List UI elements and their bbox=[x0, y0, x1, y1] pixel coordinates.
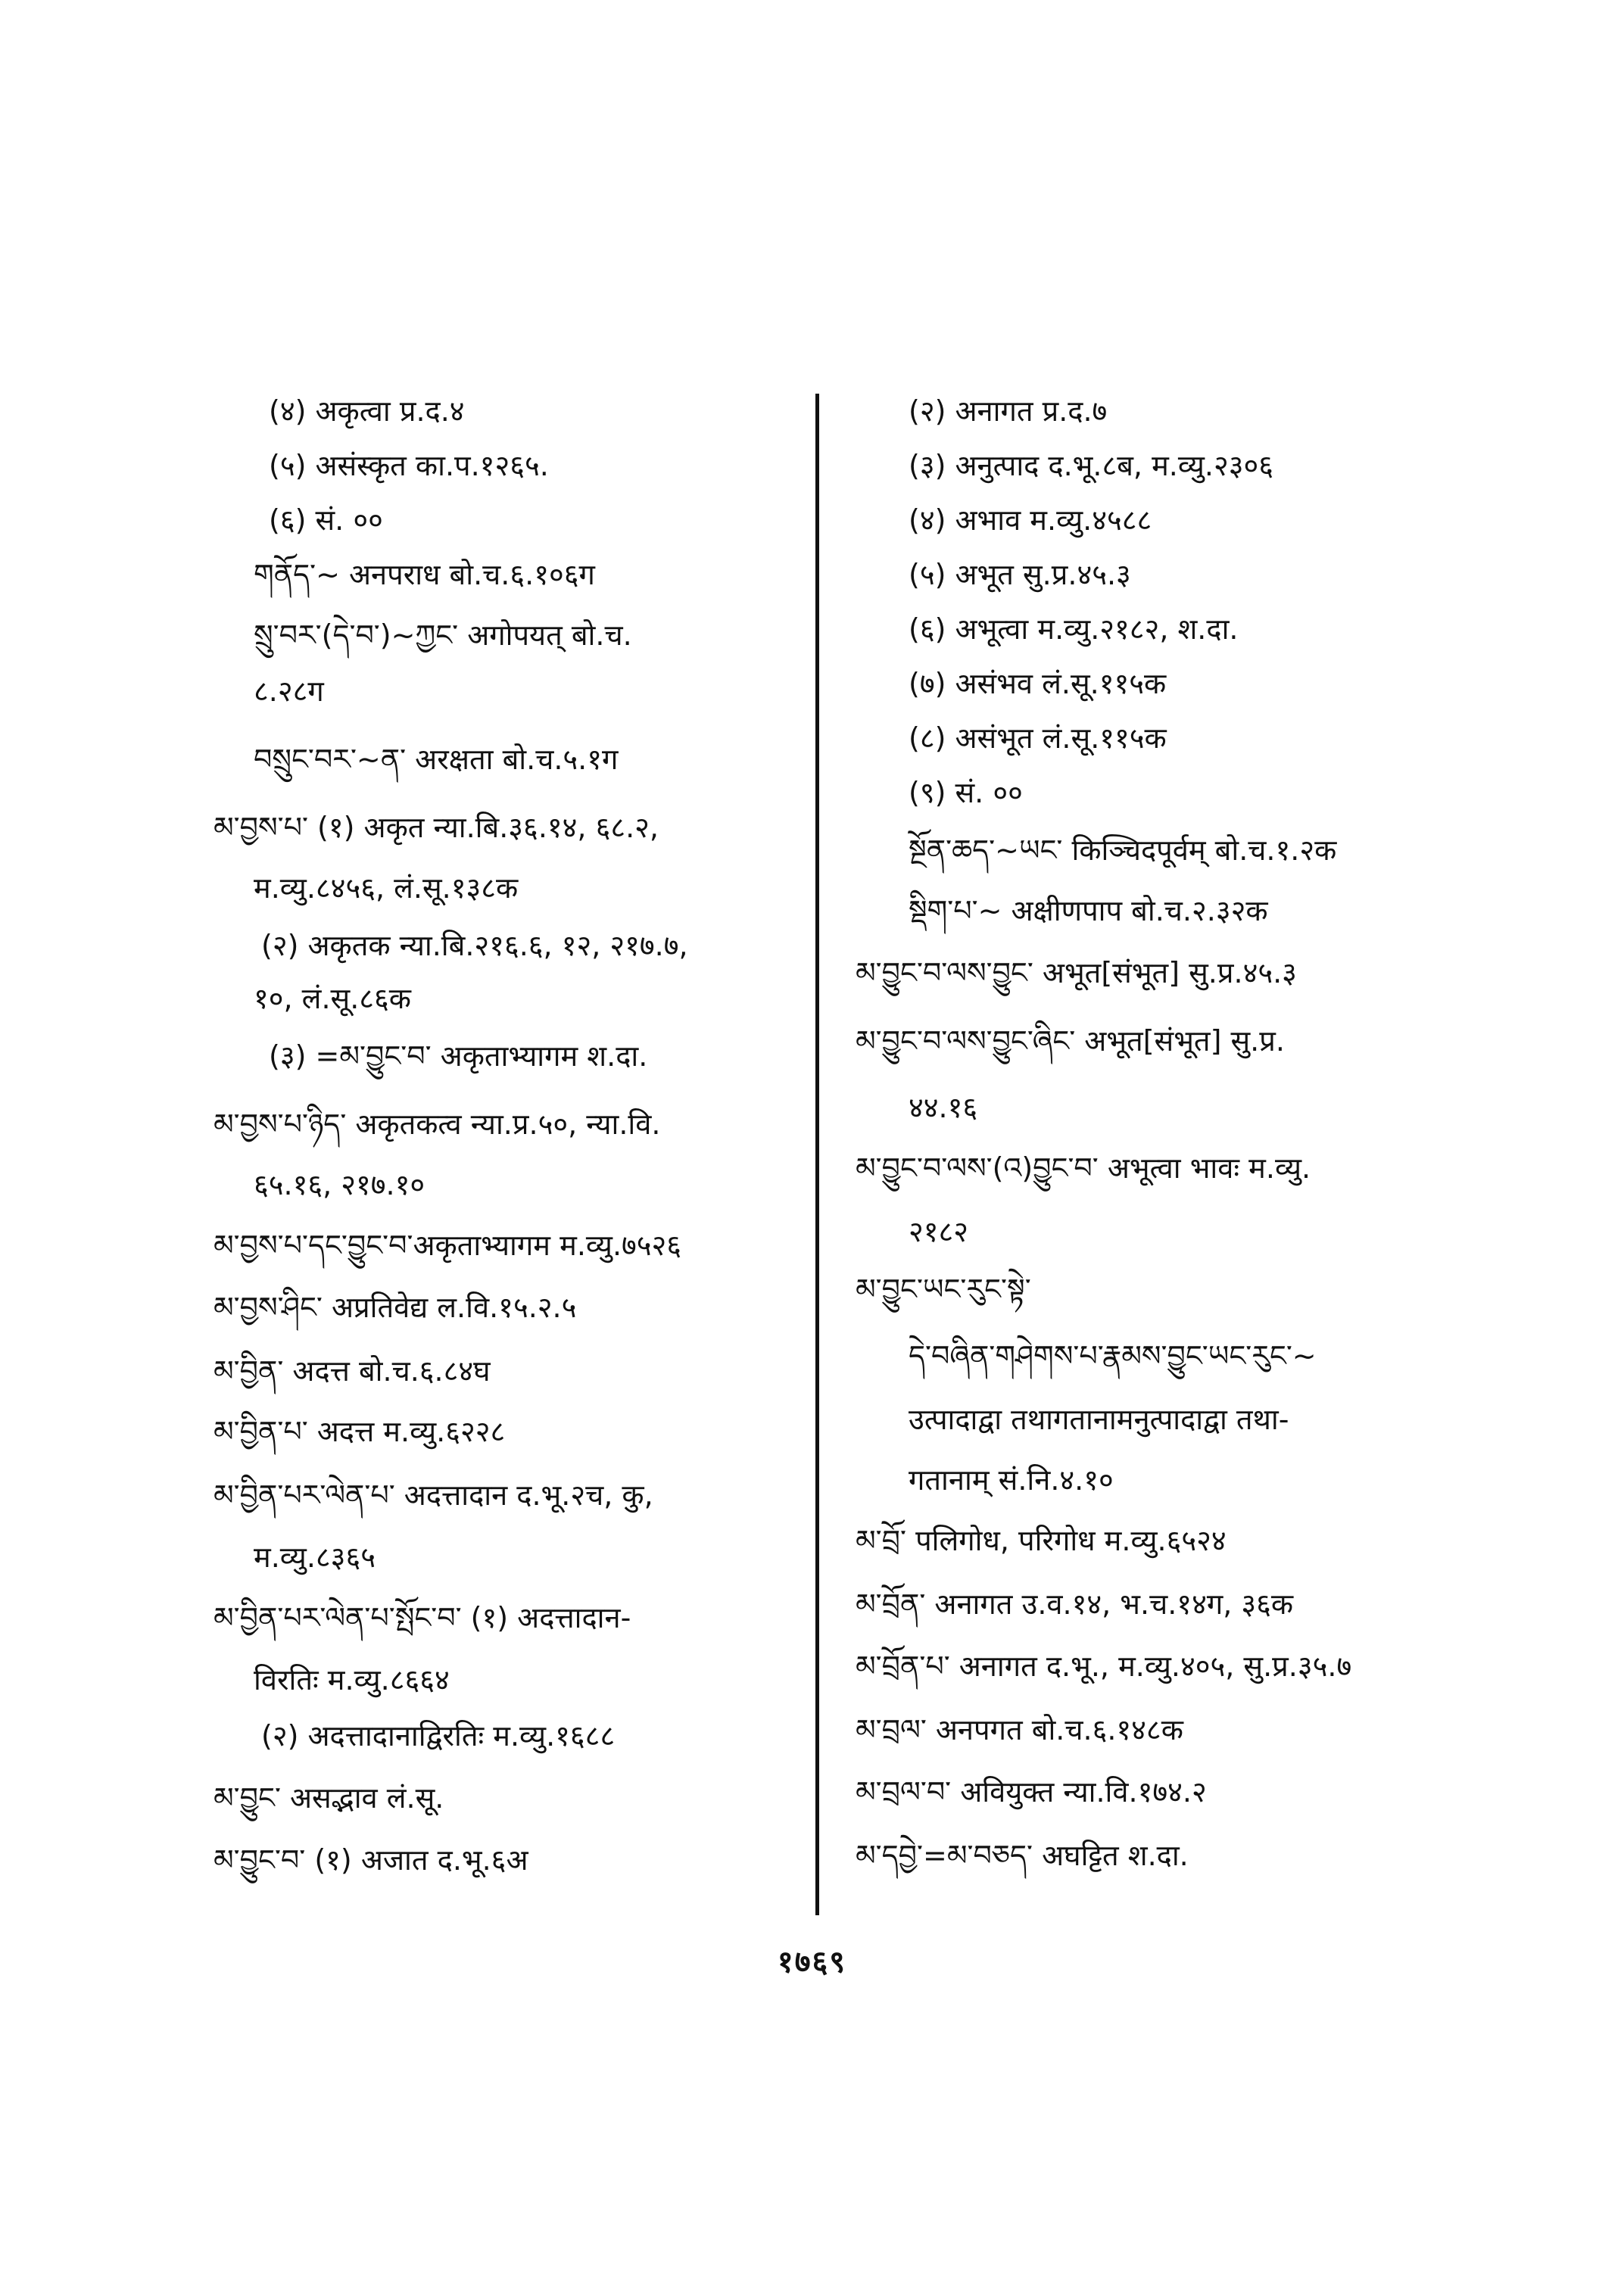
entry-line: མ་བྱས་པ་དང་བྱུང་བ་अकृताभ्यागम म.व्यु.७५२६ bbox=[214, 1229, 682, 1262]
entry-line: ८.२८ग bbox=[254, 675, 324, 708]
entry-line: མ་བྲལ་བ་ अवियुक्त न्या.वि.१७४.२ bbox=[856, 1775, 1207, 1809]
entry-line: མ་བྲོ་ पलिगोध, परिगोध म.व्यु.६५२४ bbox=[856, 1524, 1227, 1557]
entry-line: མ་བྲོན་ अनागत उ.व.१४, भ.च.१४ग, ३६क bbox=[856, 1587, 1294, 1621]
entry-line: མ་བྲོན་པ་ अनागत द.भू., म.व्यु.४०५, सु.प्र.३५.७ bbox=[856, 1650, 1352, 1683]
entry-line: (४) अभाव म.व्यु.४५८८ bbox=[909, 503, 1152, 537]
entry-line: མ་བྱུང་ असद्भाव लं.सू. bbox=[214, 1781, 444, 1815]
entry-line: མ་བྱས་ཤིང་ अप्रतिवेद्य ल.वि.१५.२.५ bbox=[214, 1291, 577, 1324]
column-divider bbox=[815, 394, 819, 1915]
entry-line: (७) असंभव लं.सू.११५क bbox=[909, 667, 1167, 700]
entry-line: མ་བྱས་པ་ (१) अकृत न्या.बि.३६.१४, ६८.२, bbox=[214, 811, 659, 844]
entry-line: སྔོན་ཆད་~ཡང་ किञ्चिदपूर्वम् बो.च.१.२क bbox=[909, 833, 1337, 867]
entry-line: (३) =མ་བྱུང་བ་ अकृताभ्यागम श.दा. bbox=[269, 1039, 648, 1073]
entry-line: མ་དབྱེ་=མ་བཅད་ अघट्टित श.दा. bbox=[856, 1839, 1189, 1872]
entry-line: མ་བྱུང་བ་ལས་བྱུང་ཞིང་ अभूत[संभूत] सु.प्र. bbox=[856, 1024, 1285, 1058]
entry-line: སྲུ་བར་(དེ་བ་)~ཀྱང་ अगोपयत् बो.च. bbox=[254, 618, 632, 652]
entry-line: མ་བྱིན་པར་ལེན་པ་སྤོང་བ་ (१) अदत्तादान- bbox=[214, 1601, 631, 1634]
entry-line: སྡིག་པ་~ अक्षीणपाप बो.च.२.३२क bbox=[909, 894, 1268, 927]
entry-line: १०, लं.सू.८६क bbox=[254, 982, 411, 1015]
entry-line: ४४.१६ bbox=[909, 1091, 978, 1124]
entry-line: म.व्यु.८३६५ bbox=[254, 1541, 376, 1574]
entry-line: (४) अकृत्वा प्र.द.४ bbox=[269, 394, 465, 428]
entry-line: (२) अदत्तादानाद्विरतिः म.व्यु.१६८८ bbox=[261, 1719, 616, 1752]
entry-line: (२) अनागत प्र.द.७ bbox=[909, 394, 1108, 428]
entry-line: (८) असंभूत लं.सू.११५क bbox=[909, 721, 1167, 755]
entry-line: མ་བྱུང་བ་ལས་(འ)བྱུང་བ་ अभूत्वा भावः म.व्यु. bbox=[856, 1151, 1311, 1185]
page-number: १७६९ bbox=[777, 1945, 847, 1980]
entry-line: བསྲུང་བར་~ན་ अरक्षता बो.च.५.१ग bbox=[254, 743, 619, 776]
entry-line: མ་བྱིན་པ་ अदत्त म.व्यु.६२२८ bbox=[214, 1415, 506, 1448]
entry-line: གནོད་~ अनपराध बो.च.६.१०६ग bbox=[254, 558, 595, 591]
entry-line: २१८२ bbox=[909, 1215, 969, 1248]
entry-line: མ་བྱིན་ अदत्त बो.च.६.८४घ bbox=[214, 1354, 491, 1388]
entry-line: म.व्यु.८४५६, लं.सू.१३८क bbox=[254, 871, 519, 905]
entry-line: (६) अभूत्वा म.व्यु.२१८२, श.दा. bbox=[909, 612, 1239, 646]
entry-line: (९) सं. ०० bbox=[909, 776, 1023, 809]
entry-line: མ་བྱུང་བ་ (१) अजात द.भू.६अ bbox=[214, 1843, 528, 1877]
entry-line: गतानाम् सं.नि.४.१० bbox=[909, 1463, 1114, 1497]
entry-line: མ་བྱས་པ་ཉིད་ अकृतकत्व न्या.प्र.५०, न्या.वि. bbox=[214, 1108, 661, 1141]
entry-line: མ་བྲལ་ अनपगत बो.च.६.१४८क bbox=[856, 1713, 1183, 1746]
entry-line: དེ་བཞིན་གཤེགས་པ་རྣམས་བྱུང་ཡང་རུང་~ bbox=[909, 1339, 1317, 1372]
entry-line: (३) अनुत्पाद द.भू.८ब, म.व्यु.२३०६ bbox=[909, 449, 1274, 482]
entry-line: མ་བྱུང་ཡང་རུང་སྟེ་ bbox=[856, 1273, 1031, 1306]
entry-line: མ་བྱུང་བ་ལས་བྱུང་ अभूत[संभूत] सु.प्र.४५.३ bbox=[856, 956, 1297, 989]
entry-line: ६५.१६, २१७.१० bbox=[254, 1168, 425, 1201]
entry-line: མ་བྱིན་པར་ལེན་པ་ अदत्तादान द.भू.२च, कु, bbox=[214, 1478, 653, 1512]
entry-line: (२) अकृतक न्या.बि.२१६.६, १२, २१७.७, bbox=[261, 929, 688, 962]
entry-line: (६) सं. ०० bbox=[269, 503, 383, 537]
entry-line: (५) असंस्कृत का.प.१२६५. bbox=[269, 449, 549, 482]
entry-line: उत्पादाद्वा तथागतानामनुत्पादाद्वा तथा- bbox=[909, 1403, 1289, 1436]
entry-line: (५) अभूत सु.प्र.४५.३ bbox=[909, 558, 1131, 591]
entry-line: विरतिः म.व्यु.८६६४ bbox=[254, 1663, 450, 1696]
